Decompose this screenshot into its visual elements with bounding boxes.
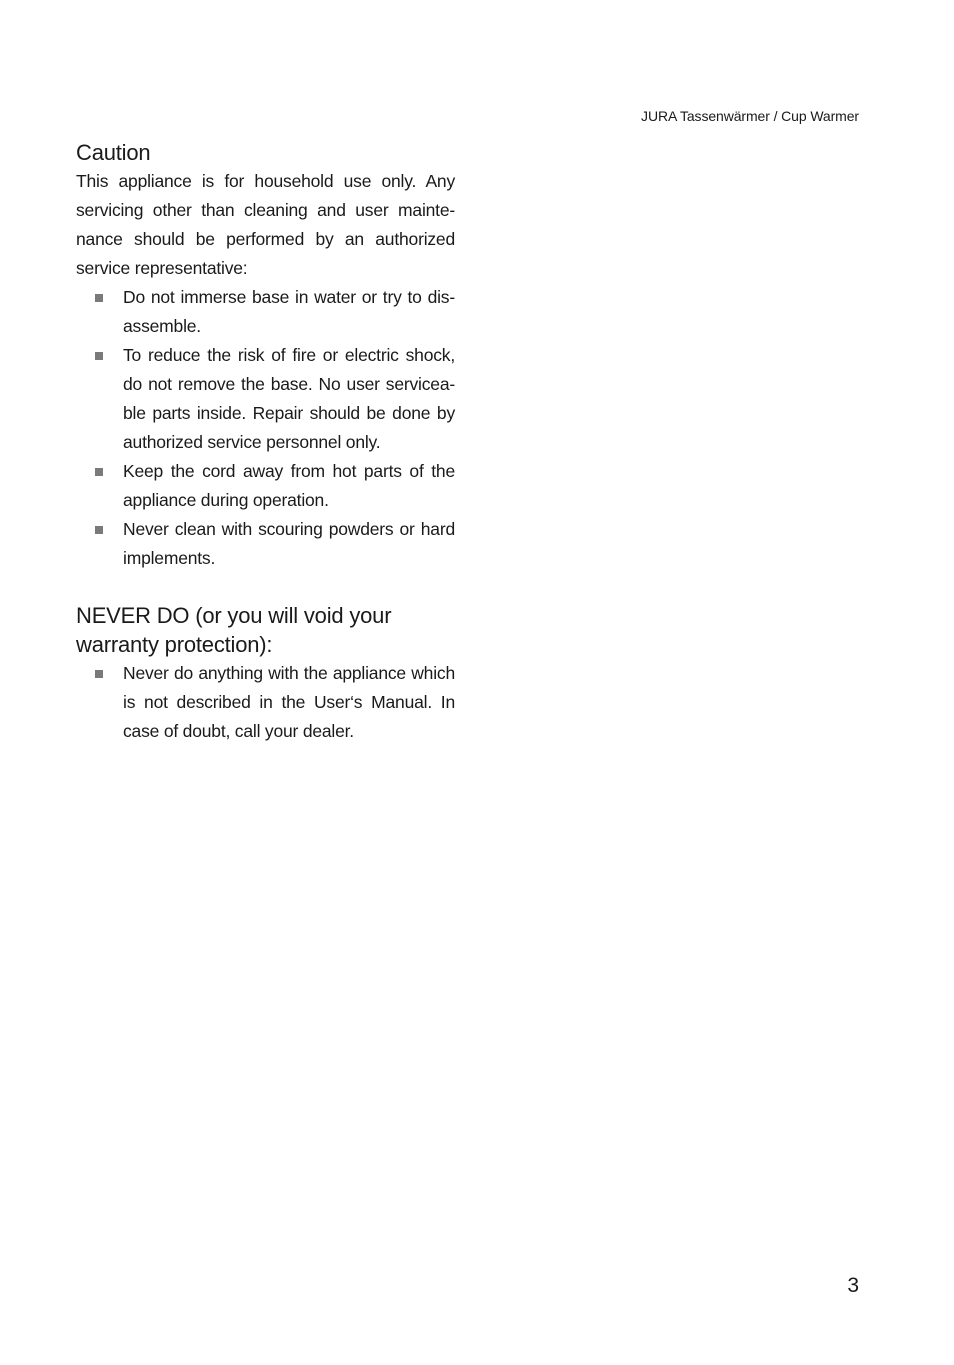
list-item-text: Never clean with scouring powders or hard implements. xyxy=(123,519,455,568)
caution-list xyxy=(76,283,455,573)
square-bullet-icon xyxy=(95,526,103,534)
list-item xyxy=(76,659,455,746)
caution-heading: Caution xyxy=(76,140,151,165)
never-do-list xyxy=(76,659,455,746)
list-item-text: To reduce the risk of fire or electric shock, do not remove the base. No user servicea-ble parts inside. Repair should be done by authorized service personnel only. xyxy=(123,345,455,452)
never-do-heading: NEVER DO (or you will void your warranty protection): xyxy=(76,603,392,657)
list-item xyxy=(76,515,455,573)
square-bullet-icon xyxy=(95,352,103,360)
list-item xyxy=(76,341,455,457)
list-item xyxy=(76,283,455,341)
list-item-text: Never do anything with the appliance which is not described in the User‘s Manual. In case of doubt, call your dealer. xyxy=(123,663,455,741)
square-bullet-icon xyxy=(95,294,103,302)
section-spacer xyxy=(76,573,455,601)
page-number: 3 xyxy=(847,1274,859,1297)
list-item-text: Keep the cord away from hot parts of the appliance during operation. xyxy=(123,461,455,510)
list-item xyxy=(76,457,455,515)
main-content xyxy=(76,138,455,746)
list-item-text: Do not immerse base in water or try to dis-assemble. xyxy=(123,287,455,336)
square-bullet-icon xyxy=(95,468,103,476)
square-bullet-icon xyxy=(95,670,103,678)
running-header: JURA Tassenwärmer / Cup Warmer xyxy=(641,108,859,124)
caution-intro: This appliance is for household use only. Any servicing other than cleaning and user mainte-nance should be performed by an authorized service representative: xyxy=(76,171,455,278)
